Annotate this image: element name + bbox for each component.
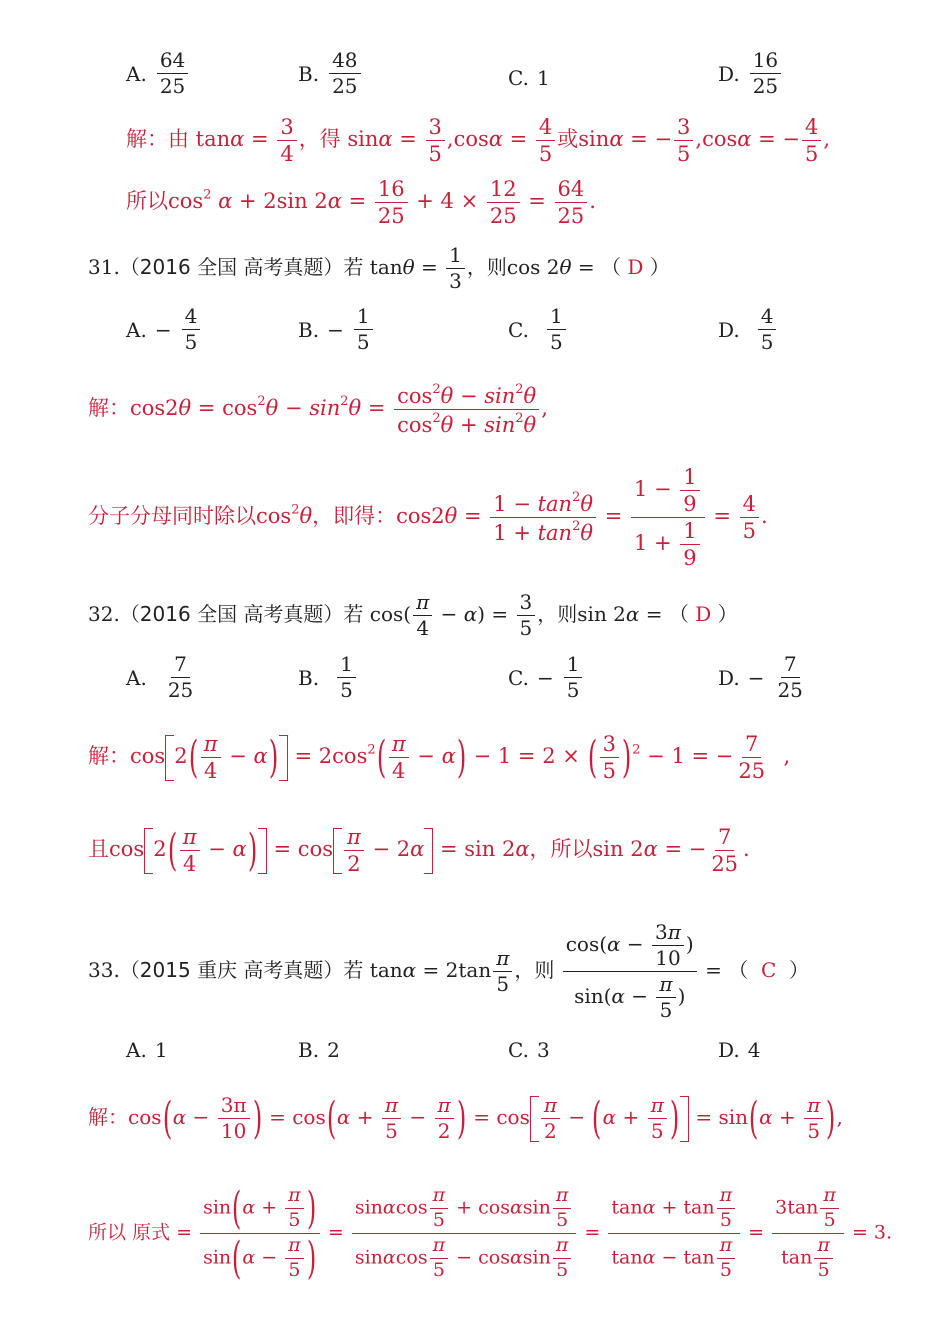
q32-option-a: A. $\frac{7}{25}$ — [126, 652, 194, 702]
q33-option-d: D. 4 — [718, 1038, 761, 1062]
q32-solution-line-1: 解：cos 2( $\frac{\pi}{4}$ − $\alpha) = 2\cos^2$( $\frac{\pi}{4}$ − α) − 1 = 2 × ( $\frac{3}{5}$ )$^2$ − 1 = − $\frac{7}{25}$ , — [88, 731, 791, 784]
q31-option-c: C. $\frac{1}{5}$ — [508, 306, 568, 353]
q33-option-b: B. 2 — [298, 1038, 340, 1062]
q30-solution-line-1: 解：由 tanα = $\frac{3}{4}$ ，得 sinα = $\frac{3}{5}$ ,cosα = $\frac{4}{5}$ 或sinα = − $\frac{3}{5}$ ,cosα = − $\frac{4}{5}$ , — [126, 115, 831, 167]
q32-option-c: C. − $\frac{1}{5}$ — [508, 654, 584, 701]
q31-option-b: B. − $\frac{1}{5}$ — [298, 306, 375, 353]
q30-solution-line-2: 所以$\cos^2 \alpha + 2\sin$ 2α = $\frac{16}{25}$ + 4 × $\frac{12}{25}$ = $\frac{64}{25}$ . — [126, 177, 596, 229]
q33-solution-line-2: 所以 原式 = sin(α + $\frac{\pi}{5}$ ) sin(α − $\frac{\pi}{5}$ ) = sinαcos $\frac{\pi}{5}$ + cosαsin $\frac{\pi}{5}$ sinαcos $\frac{\pi}{5}$ − cosαsin $\frac{\pi}{5}$ = tanα + tan $\frac{\pi}{5}$ tanα − tan $\frac{\pi}{5}$ = 3tan $\frac{\pi}{5}$ tan $\frac{\pi}{5}$ = 3. — [88, 1182, 893, 1284]
q30-option-d: D. $\frac{16}{25}$ — [718, 50, 783, 97]
q30-option-b: B. $\frac{48}{25}$ — [298, 50, 363, 97]
q33-answer: C — [760, 958, 777, 982]
q32-option-b: B. $\frac{1}{5}$ — [298, 654, 358, 701]
q30-option-c: C. 1 — [508, 66, 550, 90]
q33-question: 33.（2015 重庆 高考真题）若 tanα = 2tan $\frac{\pi}{5}$ ，则 cos(α − $\frac{3\pi}{10}$ ) sin(α − $\frac{\pi}{5}$ ) = （ C ） — [88, 920, 809, 1022]
q31-option-a: A. − $\frac{4}{5}$ — [126, 306, 202, 353]
q31-solution-line-2: 分子分母同时除以$\cos^2\theta$，即得：cos2θ = $\frac{1 - \tan^2\theta}{1 + \tan^2\theta}$ = 1 − $\frac{1}{9}$ 1 + $\frac{1}{9}$ = $\frac{4}{5}$ . — [88, 465, 768, 571]
q32-solution-line-2: 且cos 2( $\frac{\pi}{4}$ − α) = cos $\frac{\pi}{2}$ − 2α = sin 2α，所以sin 2α = − $\frac{7}{25}$ . — [88, 824, 750, 877]
q31-answer: D — [627, 255, 644, 279]
q32-option-d: D. − $\frac{7}{25}$ — [718, 652, 803, 702]
q32-question: 32.（2016 全国 高考真题）若 cos( $\frac{\pi}{4}$ − α) = $\frac{3}{5}$ ，则sin 2α = （ D ） — [88, 590, 738, 640]
q33-option-c: C. 3 — [508, 1038, 550, 1062]
q31-question: 31.（2016 全国 高考真题）若 tanθ = $\frac{1}{3}$ ，则cos 2θ = （ D ） — [88, 243, 670, 293]
q31-option-d: D. $\frac{4}{5}$ — [718, 306, 778, 353]
q31-solution-line-1: 解：$\cos 2\theta = \cos^2\theta - \sin^2\theta$ = $\frac{\cos^2\theta - \sin^2\theta}{\cos^2\theta + \sin^2\theta}$ , — [88, 382, 548, 437]
q33-option-a: A. 1 — [126, 1038, 168, 1062]
q30-option-a: A. $\frac{64}{25}$ — [126, 50, 190, 97]
q33-solution-line-1: 解：cos(α − $\frac{3\pi}{10}$ ) = cos(α + $\frac{\pi}{5}$ − $\frac{\pi}{2}$ ) = cos $\frac{\pi}{2}$ − (α + $\frac{\pi}{5}$ ) = sin(α + $\frac{\pi}{5}$ ), — [88, 1092, 843, 1144]
q32-answer: D — [695, 602, 712, 626]
